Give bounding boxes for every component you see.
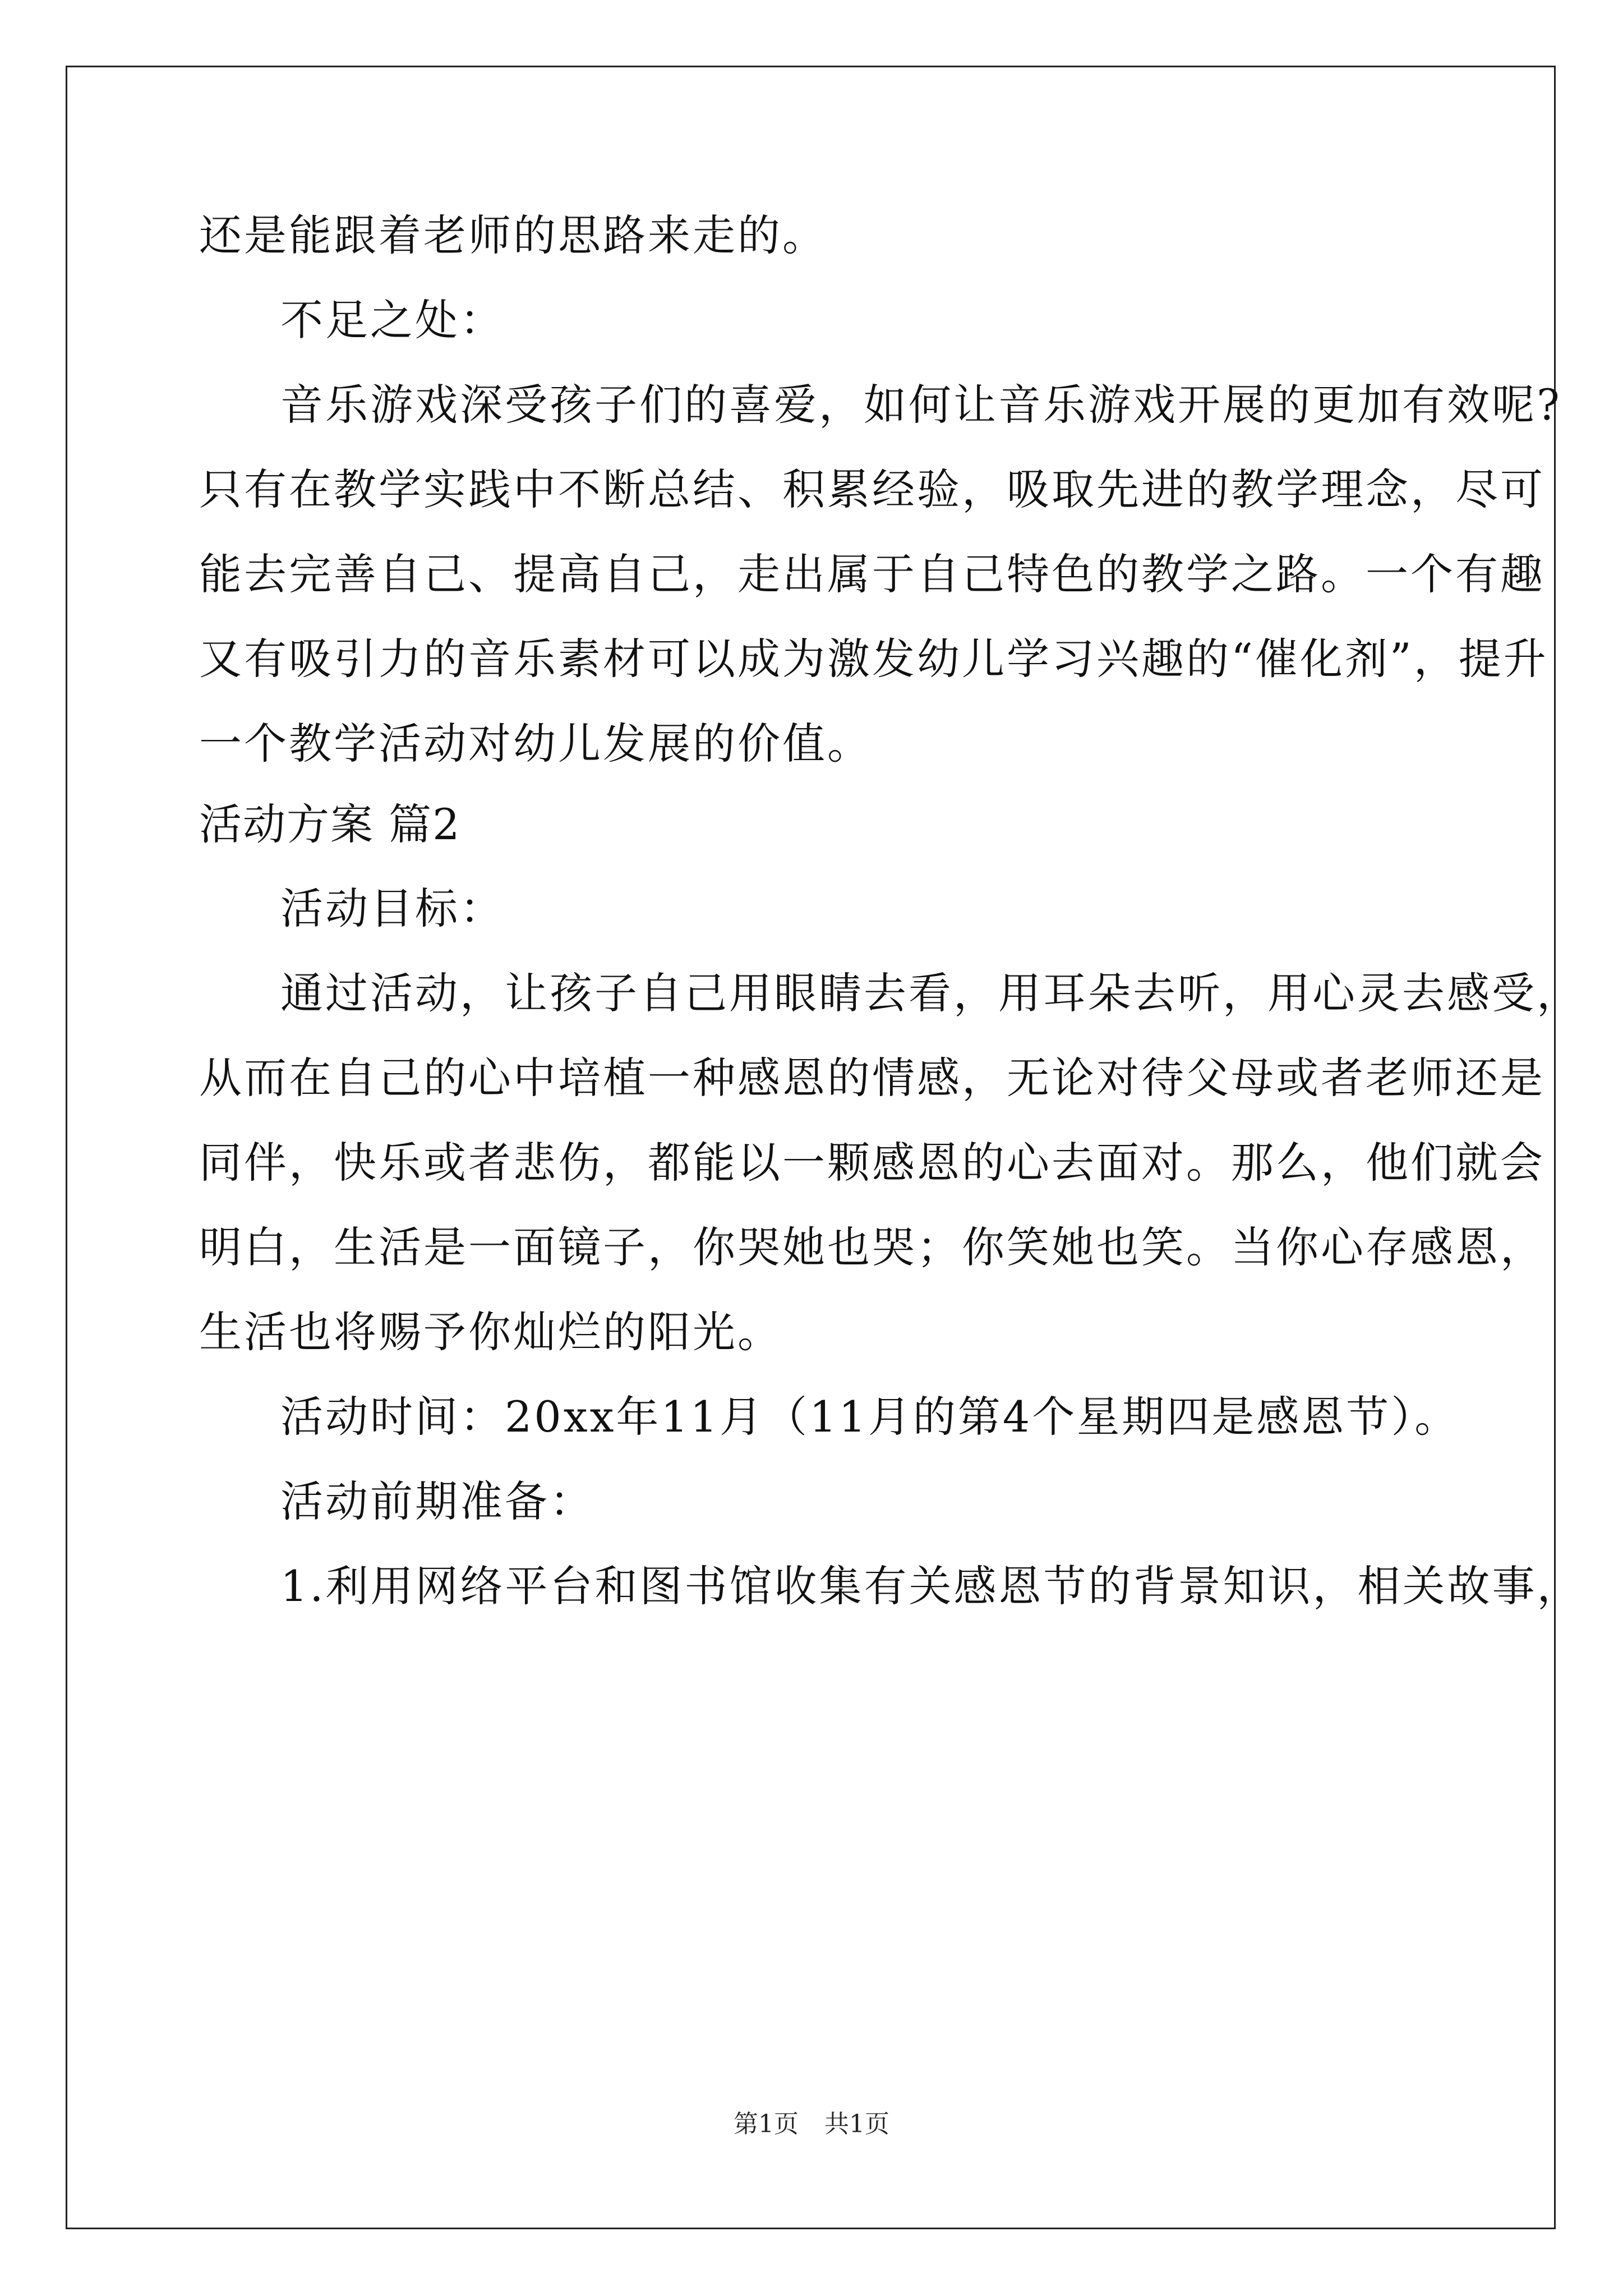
text-line: 同伴，快乐或者悲伤，都能以一颗感恩的心去面对。那么，他们就会 [199,1138,1545,1188]
text-line: 明白，生活是一面镜子，你哭她也哭；你笑她也笑。当你心存感恩， [199,1222,1545,1272]
text-line: 只有在教学实践中不断总结、积累经验，吸取先进的教学理念，尽可 [199,464,1545,514]
text-line: 不足之处： [280,295,505,345]
text-line: 1.利用网络平台和图书馆收集有关感恩节的背景知识，相关故事， [280,1561,1582,1611]
page-number: 第1页 [734,2110,799,2138]
text-line: 生活也将赐予你灿烂的阳光。 [199,1307,782,1357]
section-heading: 活动方案 篇2 [199,799,461,849]
text-line: 通过活动，让孩子自己用眼睛去看，用耳朵去听，用心灵去感受， [280,968,1581,1018]
text-line: 活动前期准备： [280,1476,594,1526]
text-line: 一个教学活动对幼儿发展的价值。 [199,719,872,769]
text-line: 音乐游戏深受孩子们的喜爱，如何让音乐游戏开展的更加有效呢? [280,380,1562,430]
text-line: 又有吸引力的音乐素材可以成为激发幼儿学习兴趣的“催化剂”，提升 [199,634,1548,684]
text-line: 能去完善自己、提高自己，走出属于自己特色的教学之路。一个有趣 [199,549,1545,599]
page-total: 共1页 [824,2110,889,2138]
text-line: 从而在自己的心中培植一种感恩的情感，无论对待父母或者老师还是 [199,1053,1545,1103]
text-line: 活动时间：20xx年11月（11月的第4个星期四是感恩节）。 [280,1392,1460,1442]
page-footer [0,2108,1623,2141]
text-line: 还是能跟着老师的思路来走的。 [199,210,827,260]
text-line: 活动目标： [280,884,505,933]
